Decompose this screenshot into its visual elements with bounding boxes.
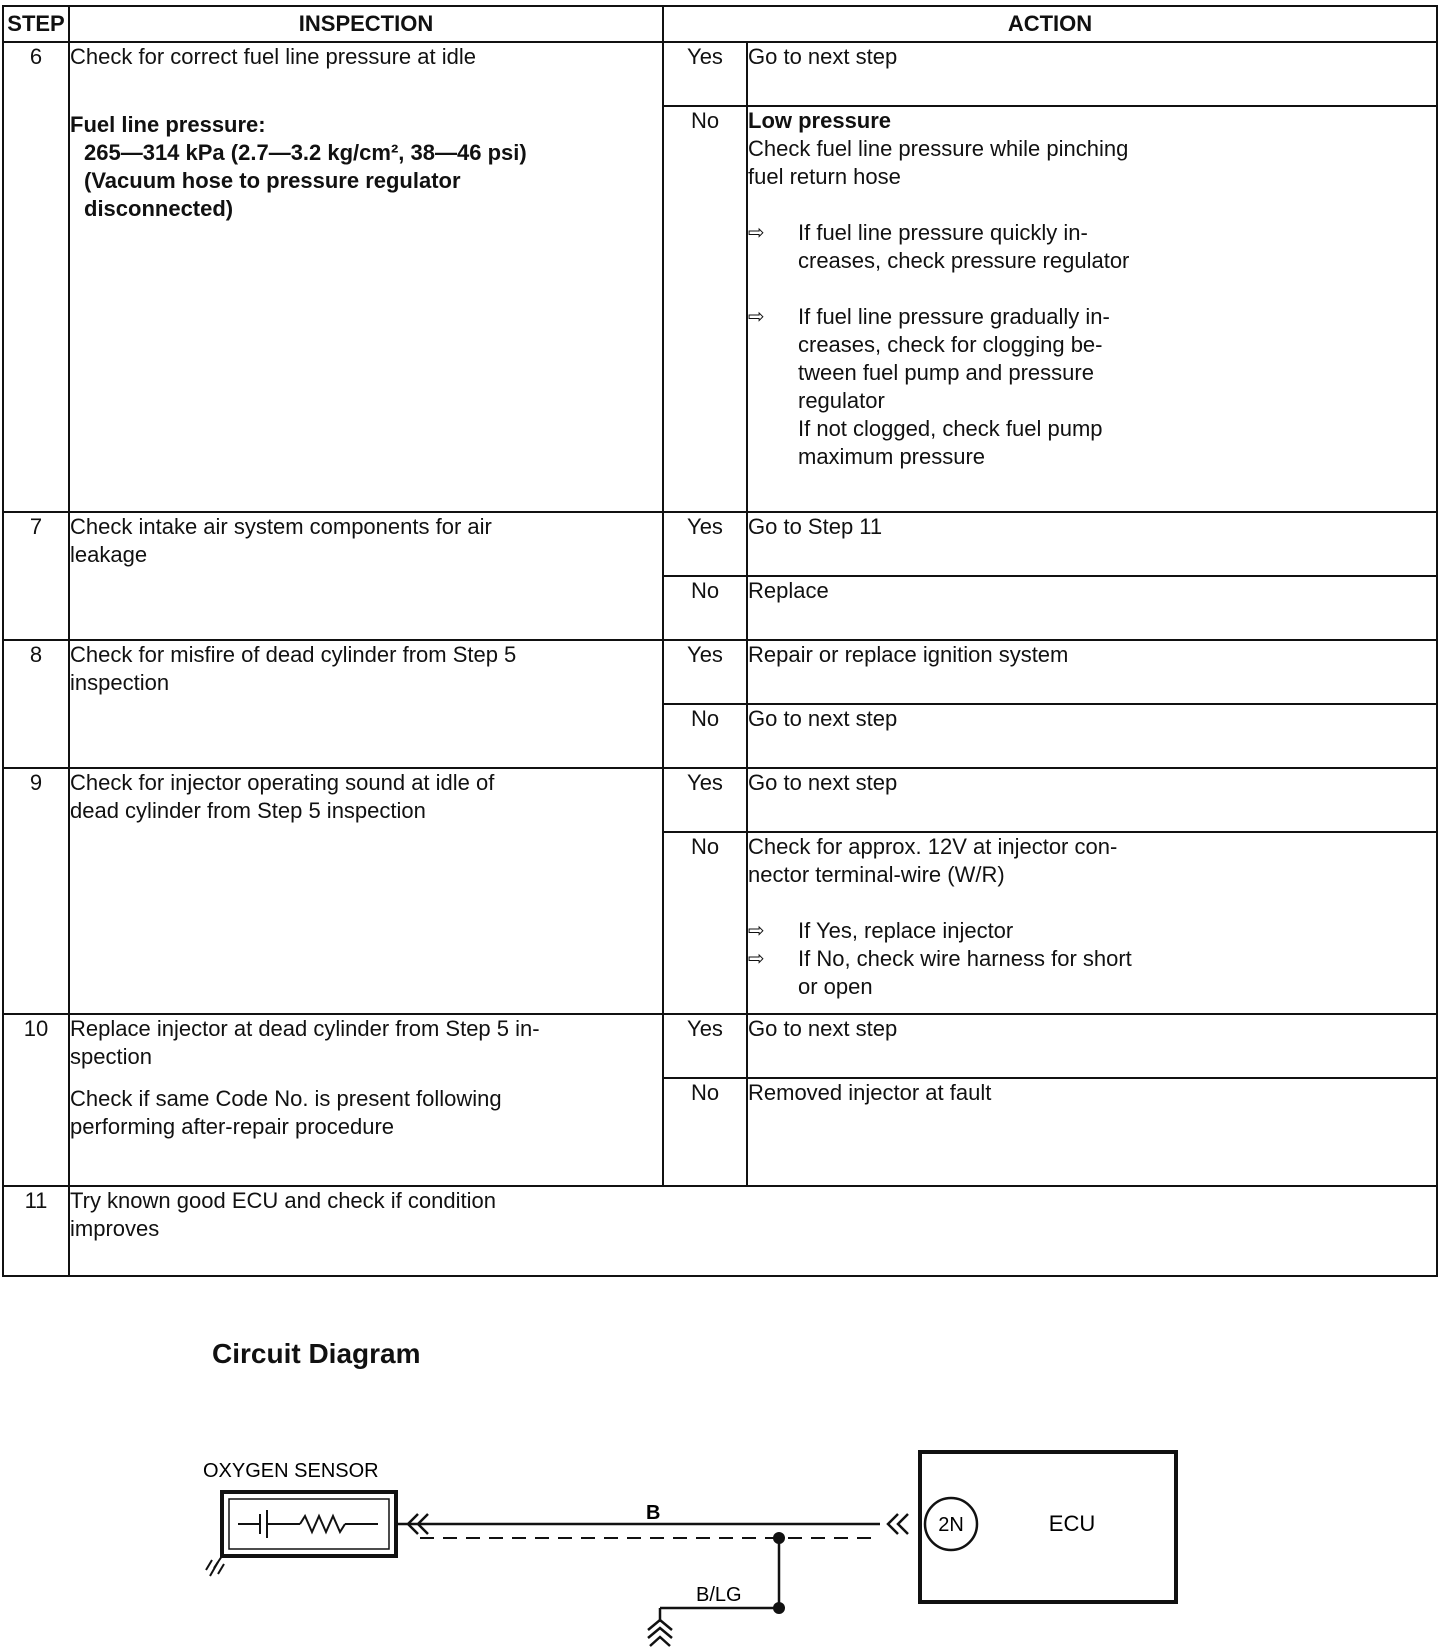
circuit-diagram-title: Circuit Diagram <box>212 1338 421 1369</box>
inspection-line: improves <box>70 1216 160 1241</box>
header-inspection: INSPECTION <box>69 6 663 42</box>
header-action: ACTION <box>663 6 1437 42</box>
wire-b-label: B <box>646 1502 661 1524</box>
inspection-line: Check for injector operating sound at idle of <box>70 770 495 795</box>
inspection-line: Replace injector at dead cylinder from Step 5 in- <box>70 1016 540 1041</box>
inspection-line: Check if same Code No. is present following <box>70 1086 502 1111</box>
yes-action: Repair or replace ignition system <box>747 640 1437 704</box>
no-label: No <box>663 832 747 1014</box>
yes-label: Yes <box>663 1014 747 1078</box>
yes-action: Go to next step <box>747 768 1437 832</box>
inspection-line: Check for misfire of dead cylinder from Step 5 <box>70 642 517 667</box>
step-number: 9 <box>3 768 69 1014</box>
action-line: Check fuel line pressure while pinching <box>748 136 1129 161</box>
bullet-line: If No, check wire harness for short <box>798 946 1132 971</box>
spec-line: disconnected) <box>84 196 234 221</box>
inspection-line: inspection <box>70 670 170 695</box>
step-inspection <box>69 768 663 1014</box>
action-line: nector terminal-wire (W/R) <box>748 862 1005 887</box>
table-header-row <box>3 6 1437 42</box>
step-inspection <box>69 1014 663 1186</box>
arrow-icon: ⇨ <box>748 920 765 942</box>
action-bullet <box>748 945 1436 1001</box>
step-9-yes-row <box>3 768 1437 832</box>
oxygen-sensor-label: OXYGEN SENSOR <box>203 1460 379 1482</box>
bullet-line: If fuel line pressure quickly in- <box>798 220 1088 245</box>
bullet-line: creases, check for clogging be- <box>798 332 1103 357</box>
inspection-line: spection <box>70 1044 152 1069</box>
no-action: Go to next step <box>747 704 1437 768</box>
no-action: Replace <box>747 576 1437 640</box>
spec-title: Fuel line pressure: <box>70 112 266 137</box>
bullet-line: creases, check pressure regulator <box>798 248 1130 273</box>
step-number: 7 <box>3 512 69 640</box>
yes-label: Yes <box>663 768 747 832</box>
no-action: Removed injector at fault <box>747 1078 1437 1186</box>
step-inspection <box>69 640 663 768</box>
step-number: 10 <box>3 1014 69 1186</box>
no-label: No <box>663 704 747 768</box>
step-number: 8 <box>3 640 69 768</box>
no-action <box>747 106 1437 512</box>
inspection-text: Check for correct fuel line pressure at idle <box>70 44 476 69</box>
ecu-connector-icon <box>888 1514 908 1534</box>
spec-line: 265—314 kPa (2.7—3.2 kg/cm², 38—46 psi) <box>84 140 527 165</box>
bullet-line: maximum pressure <box>798 444 986 469</box>
no-title: Low pressure <box>748 108 892 133</box>
action-bullet <box>748 219 1436 275</box>
circuit-diagram <box>0 1420 1440 1652</box>
step-number: 11 <box>3 1186 69 1276</box>
yes-label: Yes <box>663 640 747 704</box>
step-8-yes-row <box>3 640 1437 704</box>
step-inspection <box>69 1186 1437 1276</box>
action-line: Check for approx. 12V at injector con- <box>748 834 1118 859</box>
bullet-line: If not clogged, check fuel pump <box>798 416 1103 441</box>
yes-action: Go to Step 11 <box>747 512 1437 576</box>
arrow-icon: ⇨ <box>748 948 765 970</box>
step-number: 6 <box>3 42 69 512</box>
spec-line: (Vacuum hose to pressure regulator <box>84 168 461 193</box>
action-bullet <box>748 917 1436 945</box>
inspection-line: dead cylinder from Step 5 inspection <box>70 798 426 823</box>
arrow-icon: ⇨ <box>748 222 765 244</box>
yes-label: Yes <box>663 512 747 576</box>
inspection-line: Try known good ECU and check if condition <box>70 1188 496 1213</box>
step-11-row <box>3 1186 1437 1276</box>
bullet-line: tween fuel pump and pressure <box>798 360 1094 385</box>
arrow-icon: ⇨ <box>748 306 765 328</box>
yes-label: Yes <box>663 42 747 106</box>
ecu-label: ECU <box>1048 1511 1096 1536</box>
action-line: fuel return hose <box>748 164 901 189</box>
inspection-line: Check intake air system components for air <box>70 514 492 539</box>
step-7-yes-row <box>3 512 1437 576</box>
no-action <box>747 832 1437 1014</box>
diagnosis-table <box>2 5 1438 1277</box>
sensor-element-icon <box>238 1510 378 1538</box>
step-6-yes-row <box>3 42 1437 106</box>
no-label: No <box>663 106 747 512</box>
wire-blg-label: B/LG <box>696 1584 742 1606</box>
step-inspection <box>69 42 663 512</box>
bullet-line: If fuel line pressure gradually in- <box>798 304 1110 329</box>
ground-icon <box>648 1620 672 1646</box>
bullet-line: or open <box>798 974 873 999</box>
bullet-line: If Yes, replace injector <box>798 918 1014 943</box>
terminal-2n-label: 2N <box>938 1514 964 1536</box>
step-inspection <box>69 512 663 640</box>
inspection-line: performing after-repair procedure <box>70 1114 395 1139</box>
yes-action: Go to next step <box>747 1014 1437 1078</box>
step-10-yes-row <box>3 1014 1437 1078</box>
action-bullet <box>748 303 1436 471</box>
yes-action: Go to next step <box>747 42 1437 106</box>
inspection-line: leakage <box>70 542 148 567</box>
sensor-ground-icon <box>206 1556 224 1576</box>
no-label: No <box>663 1078 747 1186</box>
no-label: No <box>663 576 747 640</box>
header-step: STEP <box>3 6 69 42</box>
bullet-line: regulator <box>798 388 885 413</box>
